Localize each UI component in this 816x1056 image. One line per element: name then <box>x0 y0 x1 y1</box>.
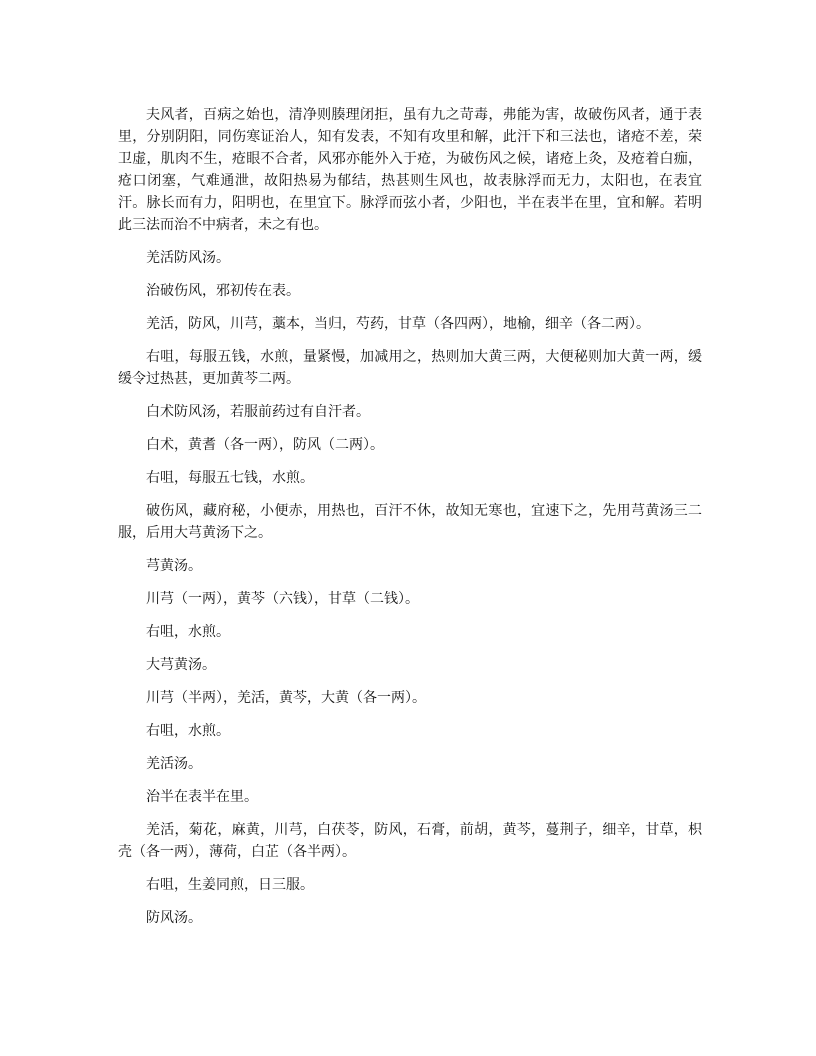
paragraph: 白术防风汤，若服前药过有自汗者。 <box>146 404 370 420</box>
paragraph: 右咀，每服五钱，水煎，量紧慢，加减用之，热则加大黄三两，大便秘则加大黄一两，缓缓令过热甚，更加黄芩二两。 <box>118 349 702 387</box>
paragraph: 右咀，生姜同煎，日三服。 <box>146 877 314 893</box>
paragraph: 白术，黄耆（各一两），防风（二两）。 <box>146 437 384 453</box>
paragraph: 川芎（半两），羌活，黄芩，大黄（各一两）。 <box>146 690 426 706</box>
paragraph: 羌活，菊花，麻黄，川芎，白茯苓，防风，石膏，前胡，黄芩，蔓荆子，细辛，甘草，枳壳（各一两），薄荷，白芷（各半两）。 <box>118 822 702 860</box>
paragraph: 川芎（一两），黄芩（六钱），甘草（二钱）。 <box>146 591 419 607</box>
paragraph: 大芎黄汤。 <box>146 657 216 673</box>
paragraph: 防风汤。 <box>146 910 202 926</box>
paragraph: 右咀，水煎。 <box>146 624 230 640</box>
document-page <box>118 104 702 940</box>
paragraph: 夫风者，百病之始也，清净则腠理闭拒，虽有九之苛毒，弗能为害，故破伤风者，通于表里，分别阴阳，同伤寒证治人，知有发表，不知有攻里和解，此汗下和三法也，诸疮不差，荣卫虚，肌肉不生，疮眼不合者，风邪亦能外入于疮，为破伤风之候，诸疮上灸，及疮着白痂，疮口闭塞，气难通泄，故阳热易为郁结，热甚则生风也，故表脉浮而无力，太阳也，在表宜汗。脉长而有力，阳明也，在里宜下。脉浮而弦小者，少阳也，半在表半在里，宜和解。若明此三法而治不中病者，未之有也。 <box>118 107 702 233</box>
paragraph: 羌活防风汤。 <box>146 250 230 266</box>
paragraph: 右咀，水煎。 <box>146 723 230 739</box>
paragraph: 治半在表半在里。 <box>146 789 258 805</box>
paragraph: 羌活汤。 <box>146 756 202 772</box>
paragraph: 破伤风，藏府秘，小便赤，用热也，百汗不休，故知无寒也，宜速下之，先用芎黄汤三二服，后用大芎黄汤下之。 <box>118 503 702 541</box>
paragraph: 芎黄汤。 <box>146 558 202 574</box>
paragraph: 治破伤风，邪初传在表。 <box>146 283 300 299</box>
paragraph: 右咀，每服五七钱，水煎。 <box>146 470 314 486</box>
paragraph: 羌活，防风，川芎，藁本，当归，芍药，甘草（各四两），地榆，细辛（各二两）。 <box>146 316 650 332</box>
